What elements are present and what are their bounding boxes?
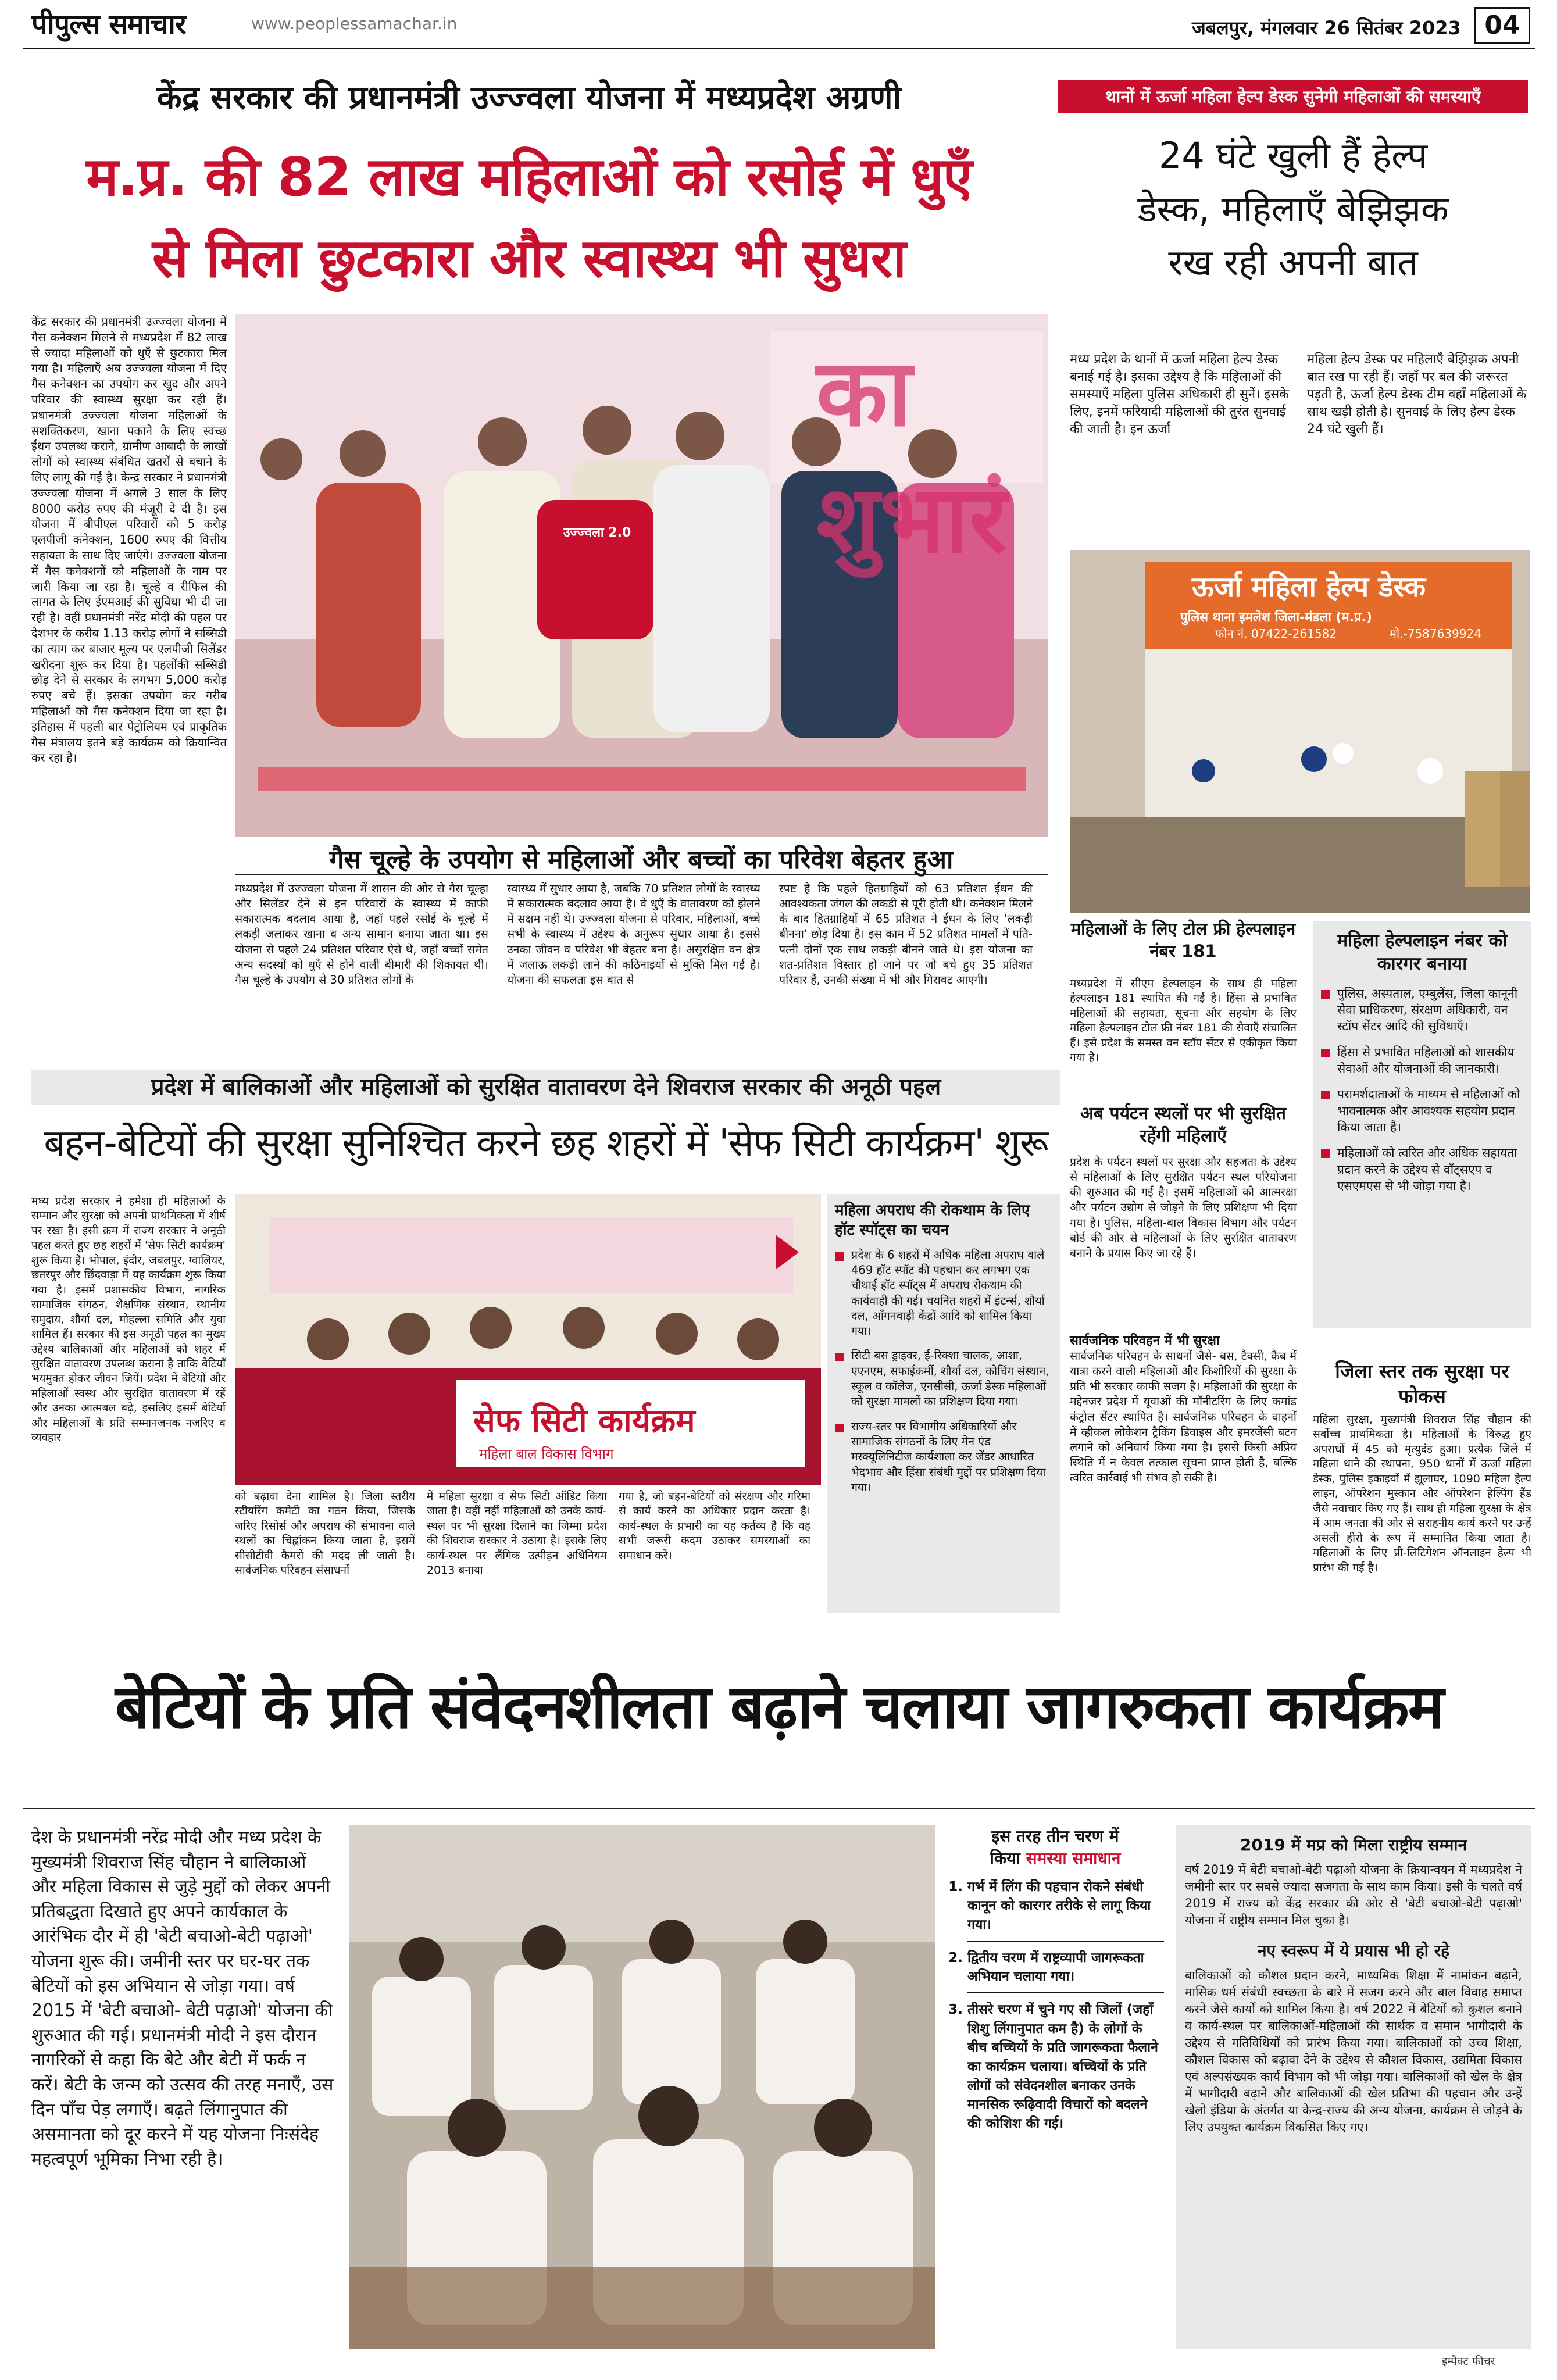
help-desk-sign-title: ऊर्जा महिला हेल्प डेस्क [1192,571,1426,603]
safe-city-banner-sub: महिला बाल विकास विभाग [479,1446,614,1462]
award-box [1176,1825,1531,2349]
footer-impact-feature: इम्पैक्ट फीचर [1442,2355,1495,2368]
hotspot-item: सिटी बस ड्राइवर, ई-रिक्शा चालक, आशा, एएनएम, सफाईकर्मी, शौर्या दल, कोचिंग संस्थान, स्कूल व कॉलेज, एनसीसी, ऊर्जा डेस्क महिलाओं को सुरक्षा मामलों का प्रशिक्षण दिया गया। [835,1348,1052,1409]
story2-headline [1058,129,1528,290]
help-desk-sign-mobile: मो.-7587639924 [1390,627,1481,641]
tourism-title: अब पर्यटन स्थलों पर भी सुरक्षित रहेंगी महिलाएँ [1080,1103,1286,1146]
hotspot-item: राज्य-स्तर पर विभागीय अधिकारियों और सामाजिक संगठनों के लिए मेन एंड मस्क्यूलिनिटीज कार्यशाला कर जेंडर आधारित भेदभाव और हिंसा संबंधी मुद्दों पर प्रशिक्षण दिया गया। [835,1419,1052,1496]
steps-title-2: किया [990,1848,1020,1868]
helpline-item: पुलिस, अस्पताल, एम्बुलेंस, जिला कानूनी सेवा प्राधिकरण, संरक्षण अधिकारी, वन स्टॉप सेंटर आदि की सुविधाएँ। [1321,985,1523,1035]
classroom-art [349,1825,935,2349]
award-title: 2019 में मप्र को मिला राष्ट्रीय सम्मान [1240,1835,1467,1854]
district-body: महिला सुरक्षा, मुख्यमंत्री शिवराज सिंह चौहान की सर्वोच्च प्राथमिकता है। महिलाओं के विरुद्ध हुए अपराधों में 45 को मृत्युदंड हुआ। प्रत्येक जिले में महिला थाने की स्थापना, 950 थानों में ऊर्जा महिला डेस्क, पुलिस इकाइयों में झूलाघर, 1090 महिला हेल्प लाइन, ऑपरेशन मुस्कान और ऑपरेशन हेल्पिंग हैंड जैसे नवाचार किए गए हैं। साथ ही महिला सुरक्षा के क्षेत्र में आम जनता की ओर से सराहनीय कार्य करने पर उन्हें असली हीरो के रूप में सम्मानित किया जाता है। महिलाओं के लिए प्री-लिटिगेशन ऑनलाइन हेल्प भी प्रारंभ की गई है। [1313,1413,1531,1574]
story1-subhead: गैस चूल्हे के उपयोग से महिलाओं और बच्चों का परिवेश बेहतर हुआ [329,845,954,874]
steps-title-1: इस तरह तीन चरण में [991,1827,1119,1846]
ujjwala-event-photo [235,314,1048,837]
hotspot-box [827,1194,1060,1613]
story3-col-2: में महिला सुरक्षा व सेफ सिटी ऑडिट किया जाता है। वहीं नहीं महिलाओं को उनके कार्य-स्थल पर भी सुरक्षा दिलाने का जिम्मा प्रदेश की शिवराज सरकार ने उठाया है। इसके लिए कार्य-स्थल पर लैंगिक उत्पीड़न अधिनियम 2013 बनाया [427,1490,607,1577]
logo-text: पीपुल्स समाचार [31,8,186,41]
new-efforts-title: नए स्वरूप में ये प्रयास भी हो रहे [1257,1941,1450,1960]
helpline-item: महिलाओं को त्वरित और अधिक सहायता प्रदान करने के उद्देश्य से वॉट्सएप व एसएमएस से भी जोड़ा गया है। [1321,1145,1523,1194]
logo [31,6,185,41]
tollfree-body: मध्यप्रदेश में सीएम हेल्पलाइन के साथ ही महिला हेल्पलाइन 181 स्थापित की गई है। हिंसा से प्रभावित महिलाओं की सहायता, सूचना और सहयोग के लिए महिला हेल्पलाइन टोल फ्री नंबर 181 की सेवाएँ संचालित हैं। इसे प्रदेश के समस्त वन स्टॉप सेंटर से एकीकृत किया गया है। [1070,977,1297,1064]
story3-col-3: गया है, जो बहन-बेटियों को संरक्षण और गरिमा से कार्य करने का अधिकार प्रदान करता है। कार्य-स्थल के प्रभारी का यह कर्तव्य है कि वह सभी जरूरी कदम उठाकर समस्याओं का समाधान करें। [619,1490,810,1562]
help-desk-sign-sub: पुलिस थाना इमलेश जिला-मंडला (म.प्र.) [1180,610,1372,625]
divider [235,874,1048,875]
helpline-list [1321,985,1523,1195]
tourism-body-2: सार्वजनिक परिवहन के साधनों जैसे- बस, टैक्सी, कैब में यात्रा करने वाली महिलाओं और किशोरियों की सुरक्षा के प्रति भी सरकार काफी सजग है। महिलाओं की सुरक्षा के मद्देनजर प्रदेश में यूवाओं की मॉनीटरिंग के लिए कमांड कंट्रोल सेंटर स्थापित है। सार्वजनिक परिवहन के वाहनों में व्हीकल लोकेशन ट्रैकिंग डिवाइस और इमरजेंसी बटन लगाने को अनिवार्य किया गया है। इससे किसी अप्रिय स्थिति में न केवल तत्काल सूचना प्राप्त होती है, बल्कि त्वरित कार्रवाई भी संभव हो सकी है। [1070,1349,1297,1484]
story3-col-1: को बढ़ावा देना शामिल है। जिला स्तरीय स्टीयरिंग कमेटी का गठन किया, जिसके जरिए रिसोर्स और अपराध की संभावना वाले स्थलों का चिह्नांकन किया जाता है, इसमें सीसीटीवी कैमरों की मदद ली जाती है। सार्वजनिक परिवहन संसाधनों [235,1490,415,1577]
district-title: जिला स्तर तक सुरक्षा पर फोकस [1335,1360,1509,1407]
hotspot-item: प्रदेश के 6 शहरों में अधिक महिला अपराध वाले 469 हॉट स्पॉट की पहचान कर लगभग एक चौथाई हॉट स्पॉट्स में अपराध रोकथाम की कार्यवाही की गई। चयनित शहरों में इंटर्न्स, शौर्या दल, ऑंगनवाड़ी केंद्रों आदि को शामिल किया गया। [835,1248,1052,1339]
tollfree-title: महिलाओं के लिए टोल फ्री हेल्पलाइन नंबर 181 [1070,919,1296,961]
story1-col-2: स्वास्थ्य में सुधार आया है, जबकि 70 प्रतिशत लोगों के स्वास्थ्य में सकारात्मक बदलाव आया है। वे धुएँ के वातावरण को झेलने में सक्षम नहीं थे। उज्ज्वला योजना से परिवार, महिलाओं, बच्चे सभी के स्वास्थ्य में उद्देश्य के अनुरूप सुधार आया है। इससे उनका जीवन व परिवेश भी बेहतर बना है। असुरक्षित वन क्षेत्र में जलाऊ लकड़ी लाने की कठिनाइयों से मुक्ति मिल गई है। योजना की सफलता इस बात से [507,882,760,987]
story1-col-1: मध्यप्रदेश में उज्ज्वला योजना में शासन की ओर से गैस चूल्हा और सिलेंडर देने से इन परिवारों के स्वास्थ्य में काफी सकारात्मक बदलाव आया है, जहाँ पहले रसोई के चूल्हे में लकड़ी जलाकर खाना व अन्य सामान बनाया जाता था। इस योजना से पहले 24 प्रतिशत परिवार ऐसे थे, जहाँ बच्चों समेत अन्य सदस्यों को धुएँ से होने वाली बीमारी की शिकायत थी। गैस चूल्हे के उपयोग से 30 प्रतिशत लोगों के [235,882,488,987]
story1-col-3: स्पष्ट है कि पहले हितग्राहियों को 63 प्रतिशत ईंधन की आवश्यकता जंगल की लकड़ी से पूरी होती थी। कनेक्शन मिलने के बाद हितग्राहियों में 65 प्रतिशत ने ईंधन के लिए 'लकड़ी बीनना' छोड़ दिया है। इस काम में 52 प्रतिशत मामलों में पति-पत्नी दोनों एक साथ लकड़ी बीनने जाते थे। इस योजना का शत-प्रतिशत विस्तार हो जाने पर जो बचे हुए 35 प्रतिशत परिवार हैं, उनकी संख्या में भी और गिरावट आएगी। [779,882,1033,987]
masthead-rule [23,48,1535,49]
story2-headline-1: 24 घंटे खुली हैं हेल्प [1158,134,1428,177]
award-body: वर्ष 2019 में बेटी बचाओ-बेटी पढ़ाओ योजना के क्रियान्वयन में मध्यप्रदेश ने जमीनी स्तर पर सबसे ज्यादा सजगता के साथ काम किया। इसी के चलते वर्ष 2019 में राज्य को केंद्र सरकार की ओर से 'बेटी बचाओ-बेटी पढ़ाओ' योजना में राष्ट्रीय सम्मान मिल चुका है। [1185,1863,1522,1927]
page-number: 04 [1474,7,1530,44]
steps-title [947,1825,1164,1870]
story1-left-column: केंद्र सरकार की प्रधानमंत्री उज्ज्वला योजना में गैस कनेक्शन मिलने से मध्यप्रदेश में 82 लाख से ज्यादा महिलाओं को धुएँ से छुटकारा मिल गया है। महिलाएँ अब उज्ज्वला योजना में दिए गैस कनेक्शन का उपयोग कर खुद और अपने परिवार की स्वास्थ्य सुरक्षा कर रही हैं। प्रधानमंत्री उज्ज्वला योजना महिलाओं के सशक्तिकरण, खाना पकाने के लिए स्वच्छ ईंधन उपलब्ध कराने, ग्रामीण आबादी के लाखों लोगों को स्वास्थ्य संबंधित खतरों से बचाने के लिए लागू की गई है। केन्द्र सरकार ने प्रधानमंत्री उज्ज्वला योजना में अगले 3 साल के लिए 8000 करोड़ रुपए की मंजूरी दे दी है। इस योजना में बीपीएल परिवारों को 5 करोड़ एलपीजी कनेक्शन, 1600 रुपए की वित्तीय सहायता के साथ दिए जाएंगे। उज्ज्वला योजना में गैस कनेक्शनों को महिलाओं के नाम पर जारी किया जा रहा है। चूल्हे व रीफिल की लागत के लिए ईएमआई की सुविधा भी दी जा रही है। वहीं प्रधानमंत्री नरेंद्र मोदी की पहल पर देशभर के करीब 1.13 करोड़ लोगों ने सब्सिडी का त्याग कर बाजार मूल्य पर एलपीजी सिलेंडर खरीदना शुरू कर दिया है। पहलोंकी सब्सिडी छोड़ देने से सरकार के लगभग 5,000 करोड़ रुपए बचे हैं। इसका उपयोग कर गरीब महिलाओं को गैस कनेक्शन दिया जा रहा है। इतिहास में पहली बार पेट्रोलियम एवं प्राकृतिक गैस मंत्रालय इतने बड़े कार्यक्रम को क्रियान्वित कर रहा है। [31,315,227,765]
divider [23,1808,1535,1809]
hotspot-list [835,1248,1052,1496]
step-item: 2. द्वितीय चरण में राष्ट्रव्यापी जागरूकता अभियान चलाया गया। [967,1949,1164,1993]
steps-title-3: समस्या समाधान [1026,1848,1121,1868]
tourism-subhead: सार्वजनिक परिवहन में भी सुरक्षा [1070,1334,1220,1348]
step-item: 1. गर्भ में लिंग की पहचान रोकने संबंधी कानून को कारगर तरीके से लागू किया गया। [967,1878,1164,1942]
story3-left-column: मध्य प्रदेश सरकार ने हमेशा ही महिलाओं के सम्मान और सुरक्षा को अपनी प्राथमिकता में शीर्ष पर रखा है। इसी क्रम में राज्य सरकार ने अनूठी पहल करते हुए छह शहरों में 'सेफ सिटी कार्यक्रम' शुरू किया है। भोपाल, इंदौर, जबलपुर, ग्वालियर, छतरपुर और छिंदवाड़ा में यह कार्यक्रम शुरू किया गया है। इसमें प्रशासकीय विभाग, नागरिक सामाजिक संगठन, शैक्षणिक संस्थान, स्थानीय समुदाय, शौर्या दल, मोहल्ला समिति और युवा शामिल हैं। सरकार की इस अनूठी पहल का मुख्य उद्देश्य बालिकाओं और महिलाओं को शहर में सुरक्षित वातावरण उपलब्ध कराना है ताकि बेटियाँ भयमुक्त होकर जीवन जियें। प्रदेश में बेटियों और महिलाओं स्वस्थ और सुरक्षित वातावरण में रहें और उनका आत्मबल बढ़े, इसलिए इसमें बेटियों और महिलाओं के प्रति सम्मानजनक नजरिए व व्यवहार [31,1195,226,1445]
story4-headline: बेटियों के प्रति संवेदनशीलता बढ़ाने चलाया जागरुकता कार्यक्रम [115,1671,1443,1742]
helpline-item: हिंसा से प्रभावित महिलाओं को शासकीय सेवाओं और योजनाओं की जानकारी। [1321,1044,1523,1077]
story1-headline-2: से मिला छुटकारा और स्वास्थ्य भी सुधरा [152,227,906,290]
story2-headline-2: डेस्क, महिलाएँ बेझिझक [1137,188,1449,230]
story2-col-1: मध्य प्रदेश के थानों में ऊर्जा महिला हेल्प डेस्क बनाई गई है। इसका उद्देश्य है कि महिलाओं की समस्याएँ महिला पुलिस अधिकारी ही सुनें। इसके लिए, इनमें फरियादी महिलाओं की तुरंत सुनवाई की जाती है। इन ऊर्जा [1070,352,1289,437]
site-url[interactable]: www.peoplessamachar.in [251,14,458,33]
helpline-item: परामर्शदाताओं के माध्यम से महिलाओं को भावनात्मक और आवश्यक सहयोग प्रदान किया जाता है। [1321,1086,1523,1135]
new-efforts-body: बालिकाओं को कौशल प्रदान करने, माध्यमिक शिक्षा में नामांकन बढ़ाने, मासिक धर्म संबंधी स्वच्छता के बारे में सजग करने और बाल विवाह समाप्त करने जैसे कार्यों को शामिल किया है। वर्ष 2022 में बेटियों को कुशल बनाने व कार्य-स्थल पर बालिकाओं-महिलाओं की सार्थक व समान भागीदारी के उद्देश्य से गतिविधियों को प्रारंभ किया गया। बालिकाओं को उच्च शिक्षा, कौशल विकास को बढ़ावा देने के उद्देश्य से कौशल विकास, उद्यमिता विकास एवं अल्पसंख्यक कार्य विभाग को भी जोड़ा गया। बालिकाओं को खेल के क्षेत्र में भागीदारी बढ़ाने और बालिकाओं की खेल प्रतिभा की पहचान और उन्हें खेलो इंडिया के अंतर्गत या केन्द्र-राज्य की अन्य योजना, कार्यक्रम से जोड़ने के लिए उपयुक्त कार्यक्रम विकसित किए गए। [1185,1968,1522,2134]
helpline-title: महिला हेल्पलाइन नंबर को कारगर बनाया [1337,930,1508,975]
story2-headline-3: रख रही अपनी बात [1168,241,1418,284]
steps-list [947,1878,1164,2134]
masthead [23,0,1535,49]
helpline-box [1313,921,1531,1328]
safe-city-photo [235,1194,821,1485]
cylinder-label: उज्ज्वला 2.0 [563,526,631,540]
story2-col-2: महिला हेल्प डेस्क पर महिलाएँ बेझिझक अपनी बात रख पा रही हैं। जहाँ पर बल की जरूरत पड़ती है, ऊर्जा हेल्प डेस्क टीम वहाँ महिलाओं के साथ खड़ी होती है। सुनवाई के लिए हेल्प डेस्क 24 घंटे खुली हैं। [1307,352,1527,437]
story3-kicker: प्रदेश में बालिकाओं और महिलाओं को सुरक्षित वातावरण देने शिवराज सरकार की अनूठी पहल [31,1070,1060,1105]
help-desk-photo [1070,550,1530,913]
safe-city-banner: सेफ सिटी कार्यक्रम [473,1402,695,1440]
help-desk-sign-phone: फोन नं. 07422-261582 [1215,627,1337,641]
story2-kicker: थानों में ऊर्जा महिला हेल्प डेस्क सुनेगी महिलाओं की समस्याएँ [1058,80,1528,113]
classroom-photo [349,1825,935,2349]
story1-kicker: केंद्र सरकार की प्रधानमंत्री उज्ज्वला योजना में मध्यप्रदेश अग्रणी [156,79,902,117]
story4-left-column: देश के प्रधानमंत्री नरेंद्र मोदी और मध्य प्रदेश के मुख्यमंत्री शिवराज सिंह चौहान ने बालिकाओं और महिला विकास से जुड़े मुद्दों को लेकर अपनी प्रतिबद्धता दिखाते हुए अपने कार्यकाल के आरंभिक दौर में ही 'बेटी बचाओ-बेटी पढ़ाओ' योजना शुरू की। जमीनी स्तर पर घर-घर तक बेटियों को इस अभियान से जोड़ा गया। वर्ष 2015 में 'बेटी बचाओ- बेटी पढ़ाओ' योजना की शुरुआत की गई। प्रधानमंत्री मोदी ने इस दौरान नागरिकों से कहा कि बेटे और बेटी में फर्क न करें। बेटी के जन्म को उत्सव की तरह मनाएँ, उस दिन पाँच पेड़ लगाएँ। बढ़ते लिंगानुपात की असमानता को दूर करने में यह योजना निःसंदेह महत्वपूर्ण भूमिका निभा रही है। [31,1827,334,2170]
issue-date: जबलपुर, मंगलवार 26 सितंबर 2023 [1192,17,1461,39]
tourism-body: प्रदेश के पर्यटन स्थलों पर सुरक्षा और सहजता के उद्देश्य से महिलाओं के लिए सुरक्षित पर्यटन स्थल परियोजना की शुरुआत की गई है। इसमें महिलाओं को आत्मरक्षा और पर्यटन उद्योग से जोड़ने के लिए प्रशिक्षण भी दिया गया है। पुलिस, महिला-बाल विकास विभाग और पर्यटन बोर्ड की ओर से महिलाओं के लिए सुरक्षित वातावरण बनाने के प्रयास किए जा रहे हैं। [1070,1155,1297,1260]
hotspot-title: महिला अपराध की रोकथाम के लिए हॉट स्पॉट्स का चयन [835,1202,1030,1239]
steps-box [947,1825,1164,2349]
stage-banner-text: का शुभारं [816,338,1008,574]
step-item: 3. तीसरे चरण में चुने गए सौ जिलों (जहाँ शिशु लिंगानुपात कम है) के लोगों के बीच बच्चियों के प्रति जागरूकता फैलाने का कार्यक्रम चलाया। बच्चियों के प्रति लोगों को संवेदनशील बनाकर उनके मानसिक रूढ़िवादी विचारों को बदलने की कोशिश की गई। [967,2000,1164,2134]
story1-headline-1: म.प्र. की 82 लाख महिलाओं को रसोई में धुएँ [86,146,972,208]
story3-headline: बहन-बेटियों की सुरक्षा सुनिश्चित करने छह शहरों में 'सेफ सिटी कार्यक्रम' शुरू [44,1122,1048,1165]
